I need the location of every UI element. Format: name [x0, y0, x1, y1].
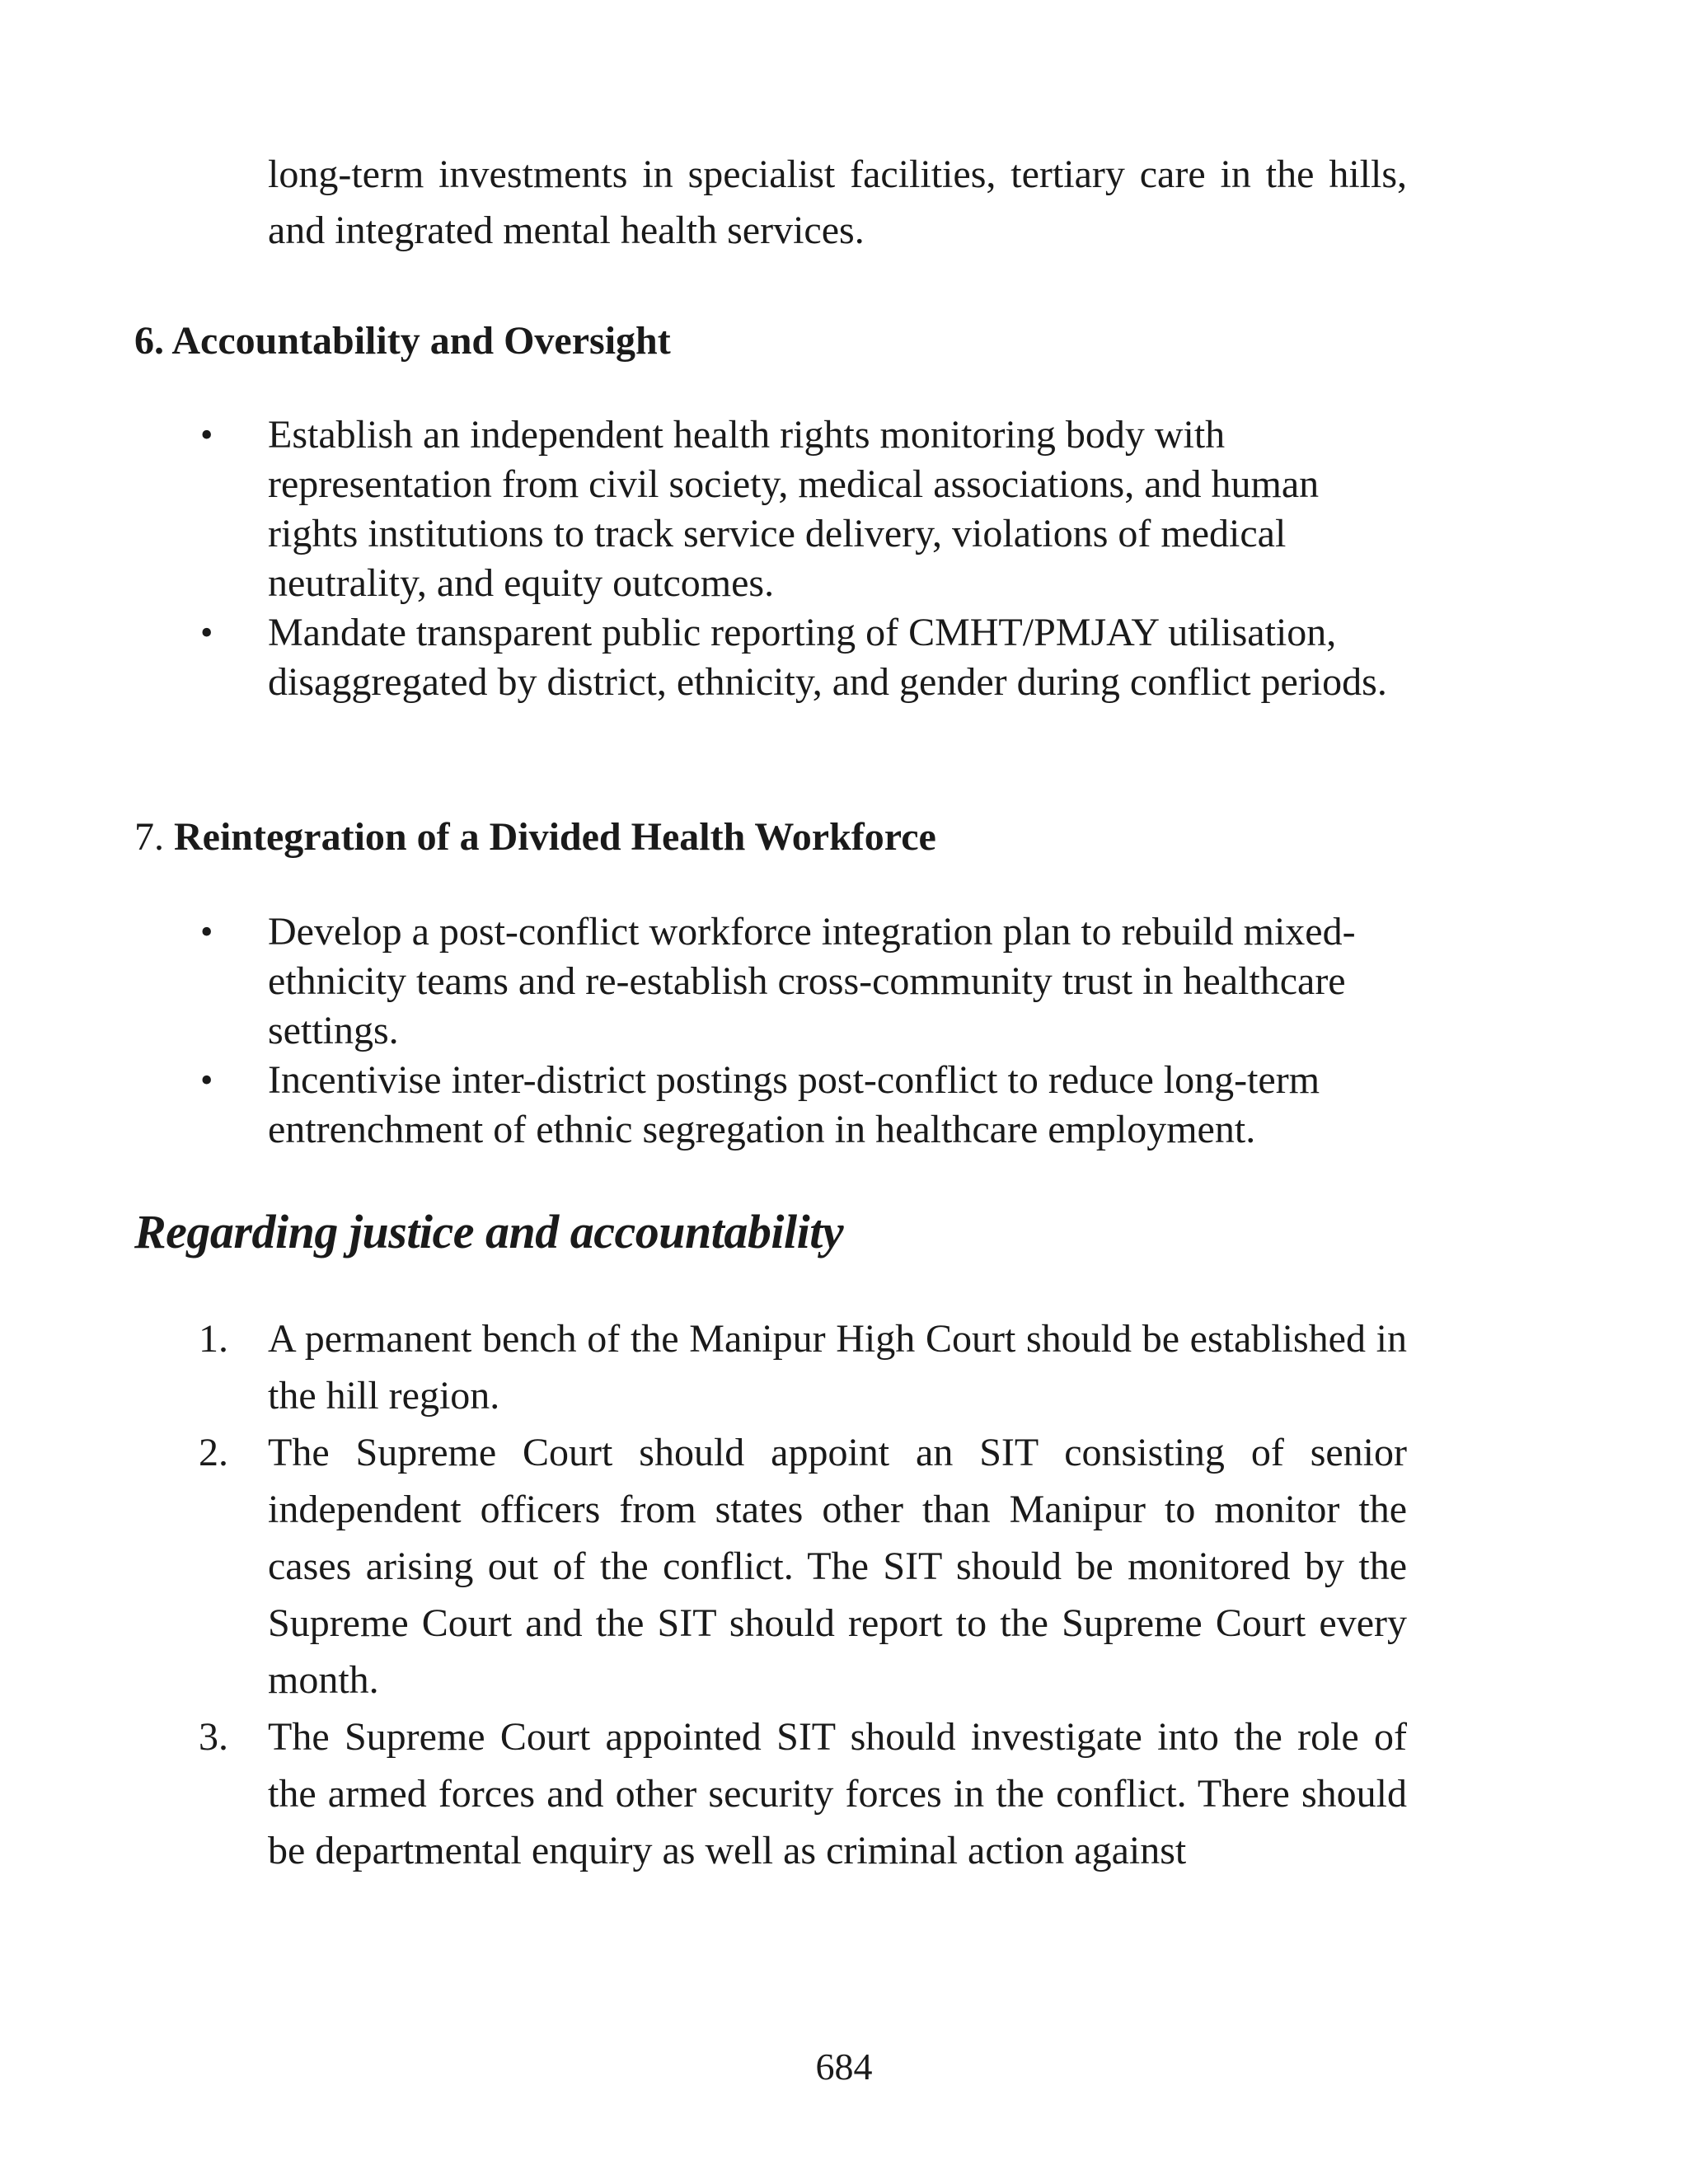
- list-item: [134, 907, 1407, 1056]
- page-number: 684: [815, 2046, 873, 2088]
- section-6-heading: [134, 316, 1407, 366]
- list-item-text: Establish an independent health rights monitoring body with representation from civil society, medical associations, and human rights institutions to track service delivery, violations of medical neutrality, and equity outcomes.: [268, 413, 1320, 605]
- list-item-text: A permanent bench of the Manipur High Court should be established in the hill region.: [268, 1317, 1407, 1418]
- continuation-paragraph: long-term investments in specialist facilities, tertiary care in the hills, and integrated mental health services.: [268, 152, 1407, 252]
- list-item: [134, 1708, 1407, 1879]
- section-7-bullet-list: [134, 907, 1407, 1155]
- section-7-heading: [134, 813, 1407, 862]
- list-item: [134, 608, 1407, 707]
- list-item: [134, 1056, 1407, 1155]
- bullet-icon: •: [200, 912, 213, 952]
- list-item-number: 2.: [199, 1431, 228, 1474]
- section-7-heading-text: Reintegration of a Divided Health Workforce: [174, 815, 936, 859]
- justice-numbered-list: [134, 1310, 1407, 1879]
- section-6-bullet-list: [134, 410, 1407, 707]
- bullet-icon: •: [200, 1060, 213, 1100]
- section-7-number: 7.: [134, 815, 164, 859]
- list-item-number: 3.: [199, 1715, 228, 1759]
- list-item-number: 1.: [199, 1317, 228, 1361]
- list-item: [134, 1310, 1407, 1424]
- list-item: [134, 410, 1407, 608]
- list-item-text: Develop a post-conflict workforce integration plan to rebuild mixed-ethnicity teams and re-establish cross-community trust in healthcare settings.: [268, 910, 1356, 1052]
- list-item: [134, 1424, 1407, 1708]
- bullet-icon: •: [200, 415, 213, 455]
- list-item-text: The Supreme Court should appoint an SIT consisting of senior independent officers from states other than Manipur to monitor the cases arising out of the conflict. The SIT should be monitored by the Supreme Court and the SIT should report to the Supreme Court every month.: [268, 1431, 1407, 1702]
- bullet-icon: •: [200, 612, 213, 653]
- list-item-text: The Supreme Court appointed SIT should investigate into the role of the armed forces and other security forces in the conflict. There should be departmental enquiry as well as criminal action against: [268, 1715, 1407, 1872]
- list-item-text: Incentivise inter-district postings post-conflict to reduce long-term entrenchment of ethnic segregation in healthcare employment.: [268, 1058, 1320, 1151]
- list-item-text: Mandate transparent public reporting of CMHT/PMJAY utilisation, disaggregated by district, ethnicity, and gender during conflict periods.: [268, 611, 1387, 704]
- justice-section-title: Regarding justice and accountability: [134, 1205, 844, 1258]
- section-6-heading-text: 6. Accountability and Oversight: [134, 319, 671, 363]
